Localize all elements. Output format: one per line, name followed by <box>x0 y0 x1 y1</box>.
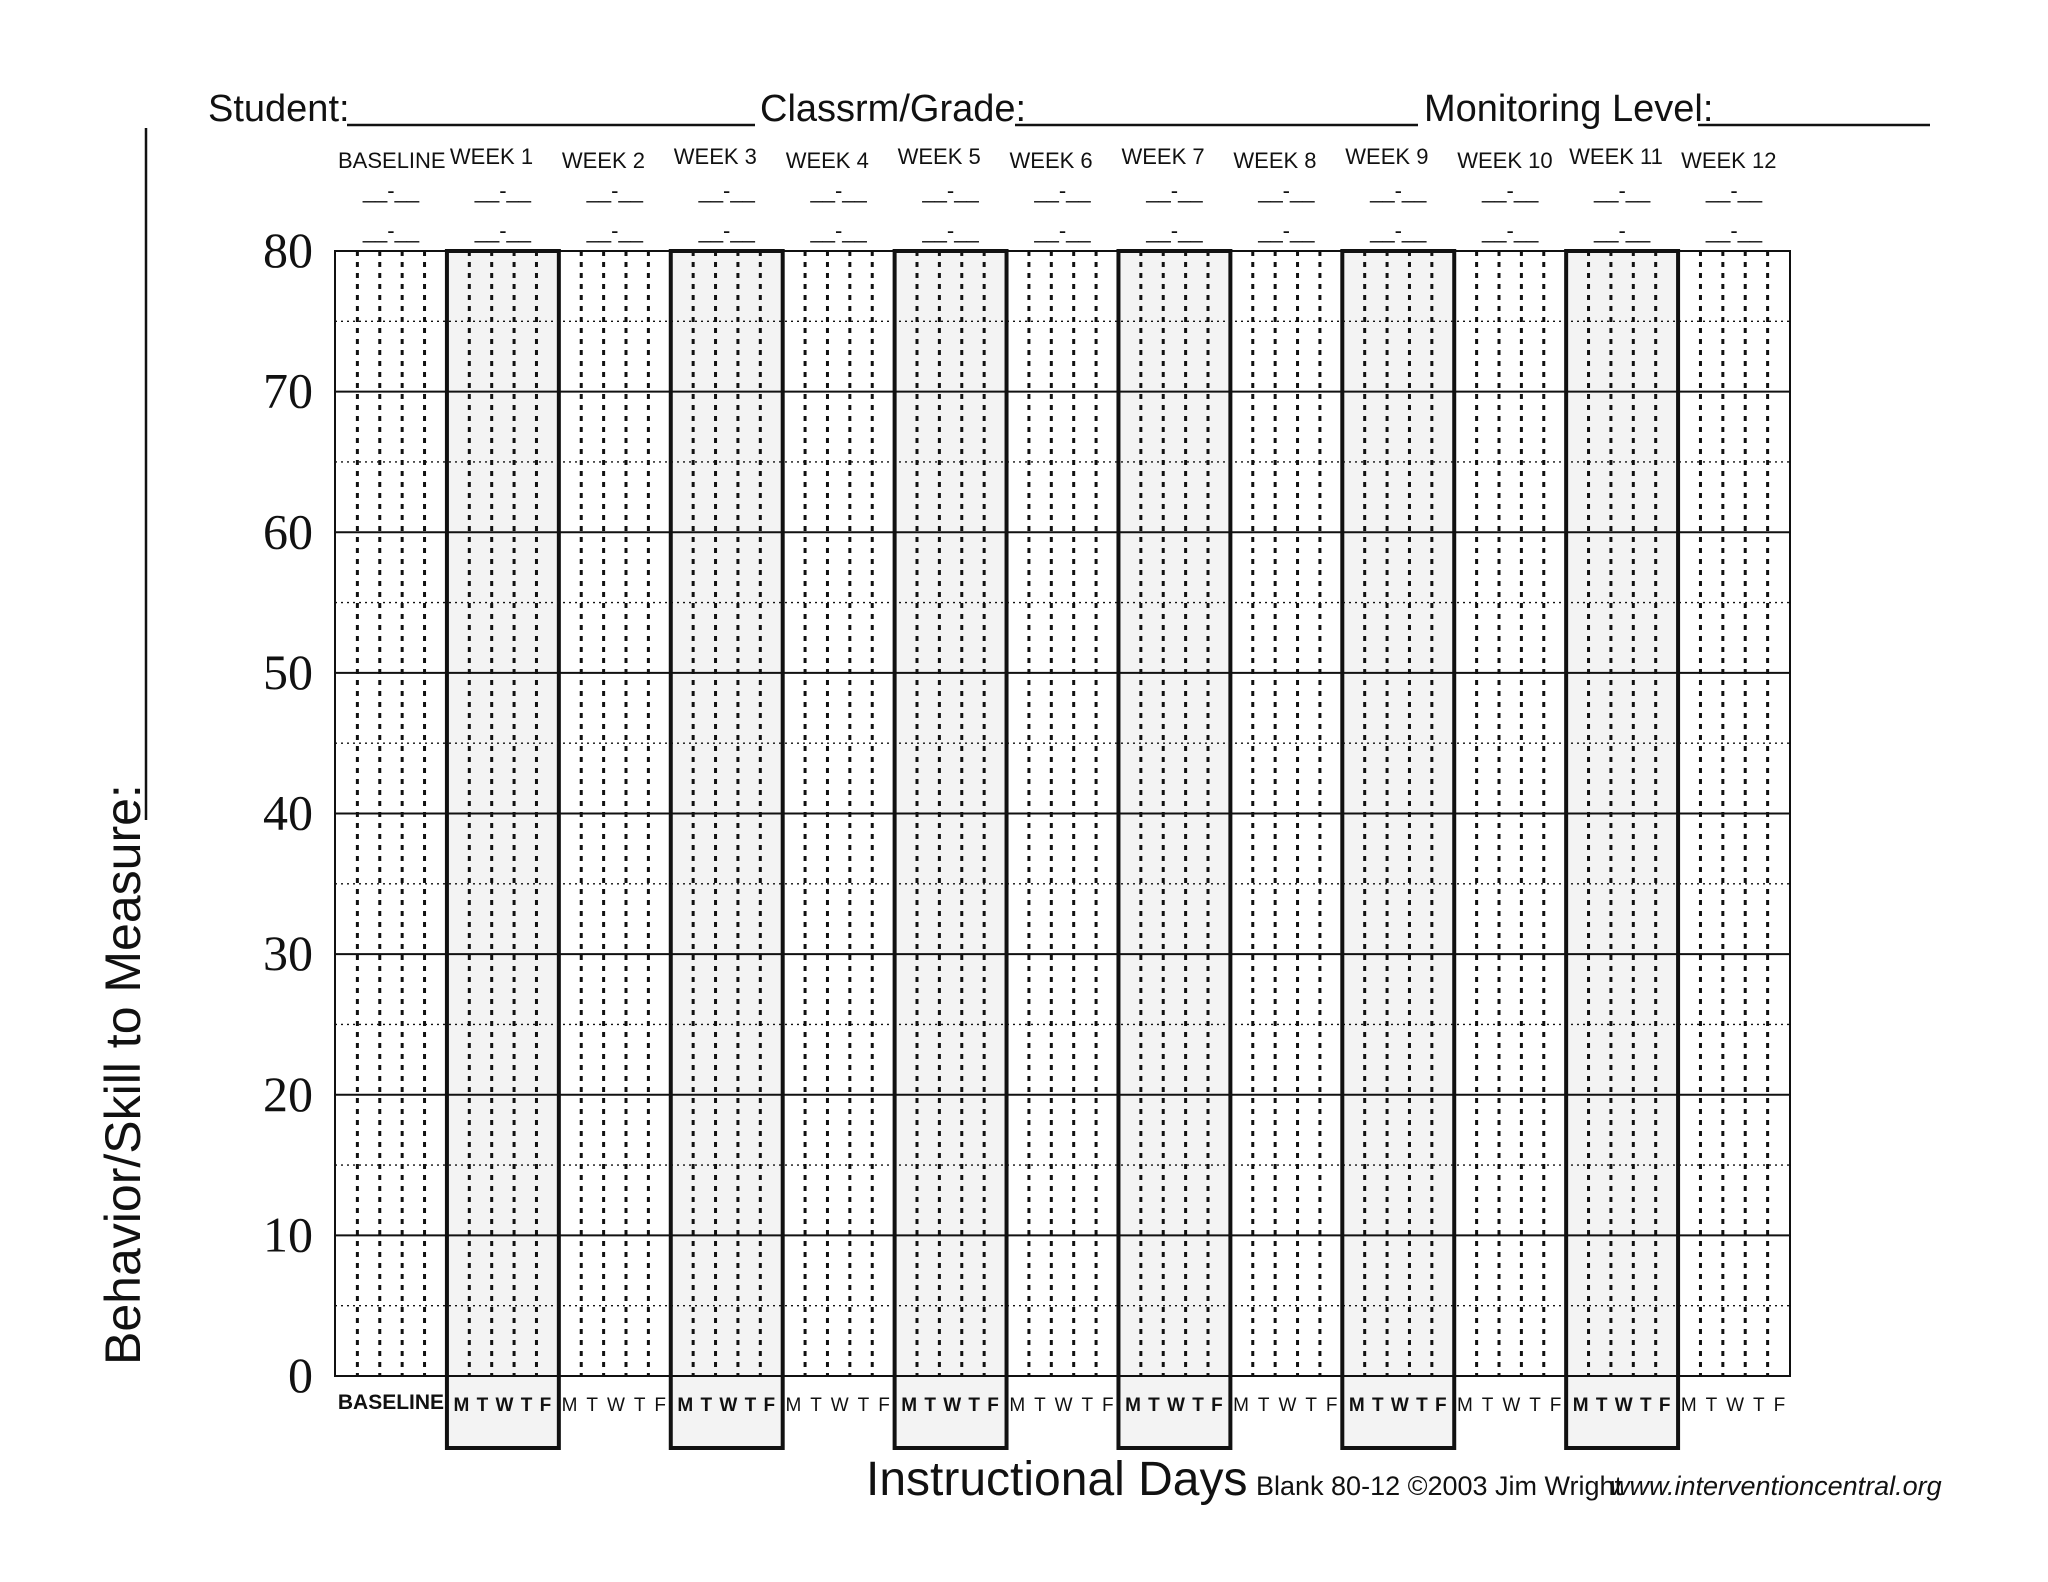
date-placeholder-start: __-__ <box>1146 178 1203 203</box>
date-placeholder-end: __-__ <box>922 218 979 243</box>
date-placeholder-end: __-__ <box>1482 218 1539 243</box>
day-label: M T W T F <box>1572 1395 1672 1416</box>
week-header: WEEK 5 <box>897 144 981 169</box>
day-label: M T W T F <box>901 1395 1000 1416</box>
highlight-fill-week-1 <box>447 251 559 1448</box>
week-header: WEEK 4 <box>785 148 869 173</box>
date-placeholder-end: __-__ <box>698 218 755 243</box>
y-tick-label: 20 <box>263 1065 313 1122</box>
date-placeholder-start: __-__ <box>1034 178 1091 203</box>
x-axis-label: Instructional Days <box>866 1453 1248 1506</box>
highlight-fill-week-9 <box>1342 251 1454 1448</box>
date-placeholder-start: __-__ <box>922 178 979 203</box>
date-placeholder-end: __-__ <box>1705 218 1763 243</box>
day-label: M T W T F <box>1009 1395 1116 1416</box>
day-label: M T W T F <box>1457 1395 1564 1416</box>
week-header: BASELINE <box>338 148 446 173</box>
date-placeholder-start: __-__ <box>1258 178 1315 203</box>
y-tick-label: 30 <box>263 925 313 982</box>
date-placeholder-start: __-__ <box>1705 178 1763 203</box>
date-placeholder-end: __-__ <box>1034 218 1091 243</box>
day-label: M T W T F <box>453 1395 553 1416</box>
credit-text: Blank 80-12 ©2003 Jim Wright <box>1256 1471 1623 1501</box>
day-label: M T W T F <box>561 1395 668 1416</box>
credit-url[interactable]: www.interventioncentral.org <box>1610 1471 1942 1501</box>
week-header: WEEK 10 <box>1457 148 1553 173</box>
class-grade-label: Classrm/Grade: <box>760 88 1027 130</box>
date-placeholder-end: __-__ <box>474 218 532 243</box>
day-label: M T W T F <box>1680 1395 1788 1416</box>
y-tick-label: 40 <box>263 784 313 841</box>
y-tick-layer <box>263 222 313 1403</box>
highlight-fill-week-5 <box>895 251 1007 1448</box>
date-placeholder-start: __-__ <box>586 178 643 203</box>
y-tick-label: 10 <box>263 1206 313 1263</box>
highlight-fill-week-3 <box>671 251 783 1448</box>
highlight-layer <box>447 251 1678 1448</box>
day-label: M T W T F <box>1125 1395 1224 1416</box>
day-label: M T W T F <box>1348 1395 1448 1416</box>
week-header: WEEK 3 <box>673 144 757 169</box>
week-header: WEEK 12 <box>1681 148 1777 173</box>
date-placeholder-start: __-__ <box>1482 178 1539 203</box>
y-tick-label: 0 <box>288 1347 313 1403</box>
week-header: WEEK 1 <box>449 144 534 169</box>
date-placeholder-start: __-__ <box>362 178 420 203</box>
y-tick-label: 50 <box>263 643 313 700</box>
baseline-day-label: BASELINE <box>337 1391 445 1414</box>
date-placeholder-end: __-__ <box>1146 218 1203 243</box>
y-tick-label: 60 <box>263 503 313 560</box>
y-tick-label: 80 <box>263 222 313 278</box>
week-header: WEEK 9 <box>1345 144 1429 169</box>
highlight-fill-week-7 <box>1118 251 1230 1448</box>
week-header-layer <box>338 144 1776 243</box>
student-label: Student: <box>208 88 350 130</box>
date-placeholder-start: __-__ <box>474 178 532 203</box>
week-header: WEEK 6 <box>1009 148 1093 173</box>
y-tick-label: 70 <box>263 362 313 419</box>
date-placeholder-end: __-__ <box>1370 218 1427 243</box>
date-placeholder-start: __-__ <box>698 178 755 203</box>
date-placeholder-end: __-__ <box>810 218 867 243</box>
day-label: M T W T F <box>677 1395 777 1416</box>
date-placeholder-end: __-__ <box>362 218 420 243</box>
date-placeholder-start: __-__ <box>1593 178 1651 203</box>
week-header: WEEK 2 <box>561 148 645 173</box>
date-placeholder-start: __-__ <box>810 178 867 203</box>
week-header: WEEK 7 <box>1121 144 1205 169</box>
y-axis-label: Behavior/Skill to Measure: <box>95 784 151 1365</box>
date-placeholder-start: __-__ <box>1370 178 1427 203</box>
date-placeholder-end: __-__ <box>586 218 643 243</box>
monitoring-level-label: Monitoring Level: <box>1424 88 1714 130</box>
date-placeholder-end: __-__ <box>1593 218 1651 243</box>
week-header: WEEK 8 <box>1233 148 1317 173</box>
day-label: M T W T F <box>1233 1395 1340 1416</box>
date-placeholder-end: __-__ <box>1258 218 1315 243</box>
highlight-fill-week-11 <box>1566 251 1678 1448</box>
week-header: WEEK 11 <box>1569 144 1663 169</box>
day-label: M T W T F <box>785 1395 892 1416</box>
